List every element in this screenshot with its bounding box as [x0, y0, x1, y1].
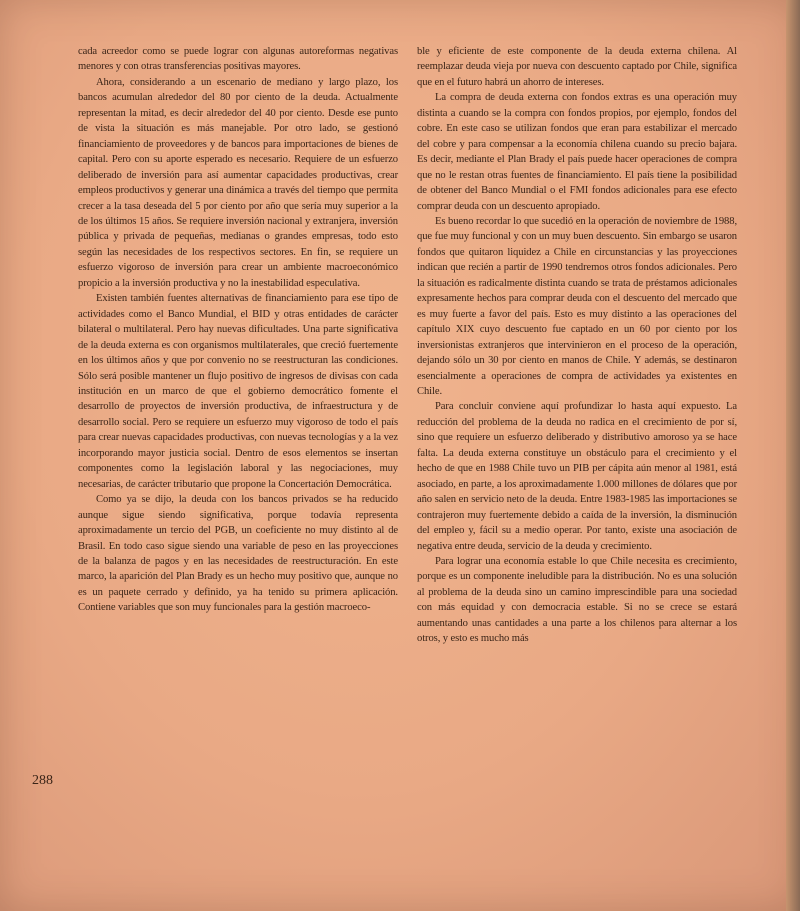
left-text-column: [78, 44, 398, 616]
paragraph: ble y eficiente de este componente de la deuda externa chilena. Al reemplazar deuda vieja por nueva con descuento captado por Chile, significa que en el futuro habrá un ahorro de intereses.: [417, 46, 737, 88]
right-text-column: [417, 44, 737, 647]
paragraph: Ahora, considerando a un escenario de mediano y largo plazo, los bancos acumulan alrededor del 80 por ciento de la deuda. Actualmente representan la mitad, es decir alrededor del 40 por ciento. Desde ese punto de vista la situación es más manejable. Por otro lado, se gestionó financiamiento de proveedores y de bancos para importaciones de bienes de capital. Pero con su aporte esperado es necesario. Requiere de un esfuerzo deliberado de inversión para así aumentar capacidades productivas, crear empleos productivos y generar una dinámica a través del tiempo que permita crecer a la tasa deseada del 5 por ciento por año que sería muy superior a la de los últimos 15 años. Se requiere inversión nacional y extranjera, inversión pública y privada de pequeñas, medianas o grandes empresas, todo esto según las necesidades de los respectivos sectores. En fin, se requiere un esfuerzo vigoroso de inversión para crear un ambiente macroeconómico propicio a la inversión productiva y no la inestabilidad especulativa.: [78, 76, 398, 289]
page-edge-shadow: [786, 0, 800, 911]
paragraph: cada acreedor como se puede lograr con algunas autoreformas negativas menores y con otras transferencias positivas mayores.: [78, 46, 398, 73]
paragraph: Es bueno recordar lo que sucedió en la operación de noviembre de 1988, que fue muy funcional y con un muy buen descuento. Sin embargo se usaron fondos que quitaron liquidez a Chile en circunstancias y las proyecciones indican que recién a partir de 1990 tendremos otros fondos adicionales. Pero la situación es radicalmente distinta cuando se trata de préstamos adicionales expresamente hechos para comprar deuda con el descuento del mercado que es muy fuerte a favor del país. Esto es muy distinto a las operaciones del capítulo XIX cuyo descuento fue captado en un 60 por ciento por los inversionistas extranjeros que intervinieron en el proceso de la operación, dejando sólo un 30 por ciento en manos de Chile. Y además, se destinaron esencialmente a operaciones de compra de actividades ya existentes en Chile.: [417, 215, 737, 397]
paragraph: Existen también fuentes alternativas de financiamiento para ese tipo de actividades como el Banco Mundial, el BID y otras entidades de carácter bilateral o multilateral. Pero hay nuevas dificultades. Una parte significativa de la deuda externa es con organismos multilaterales, que creció fuertemente en los últimos años y que por convenio no se reestructuran las condiciones. Sólo será posible mantener un flujo positivo de ingresos de divisas con cada institución en un marco de que el gobierno democrático fomente el desarrollo de proyectos de inversión productiva, de infraestructura y de desarrollo social. Pero se requiere un esfuerzo muy vigoroso de todo el país para crear nuevas capacidades productivas, con nuevas tecnologías y a la vez incorporando mayor justicia social. Dentro de esos elementos se insertan componentes como la legislación laboral y las negociaciones, muy necesarias, de carácter tributario que propone la Concertación Democrática.: [78, 293, 398, 490]
paragraph: Para concluir conviene aquí profundizar lo hasta aquí expuesto. La reducción del problema de la deuda no radica en el crecimiento de por sí, sino que requiere un esfuerzo deliberado y distributivo amoroso ya se hace falta. La deuda externa constituye un obstáculo para el crecimiento y el hecho de que en 1988 Chile tuvo un PIB per cápita aún menor al 1981, está asociado, en parte, a los aproximadamente 1.000 millones de dólares que por año salen en servicio neto de la deuda. Entre 1983-1985 las importaciones se contrajeron muy fuertemente debido a caída de la inversión, la disminución del empleo y, fácil su a medio operar. Por tanto, existe una asociación de negativa entre deuda, servicio de la deuda y crecimiento.: [417, 401, 737, 552]
paragraph: Para lograr una economía estable lo que Chile necesita es crecimiento, porque es un componente ineludible para la distribución. No es una solución al problema de la deuda sino un camino imprescindible para una sociedad con más equidad y con democracia estable. Si no se crece se estará aumentando unas cantidades a una parte a los chilenos para alternar a los otros, y esto es mucho más: [417, 555, 737, 645]
paragraph: Como ya se dijo, la deuda con los bancos privados se ha reducido aunque sigue siendo significativa, porque todavía representa aproximadamente un tercio del PGB, un coeficiente no muy distinto al de Brasil. En todo caso sigue siendo una variable de peso en las proyecciones de la balanza de pagos y en las necesidades de reestructuración. En este marco, la aparición del Plan Brady es un hecho muy positivo que, aunque no es un paquete cerrado y definido, ya ha tenido su primera aplicación. Contiene variables que son muy funcionales para la gestión macroeco-: [78, 494, 398, 614]
paragraph: La compra de deuda externa con fondos extras es una operación muy distinta a cuando se la compra con fondos propios, por ejemplo, fondos del cobre. En este caso se utilizan fondos que eran para estabilizar el mercado del cobre y para compensar a la economía chilena cuando su precio bajara. Es decir, mediante el Plan Brady el país puede hacer operaciones de compra que no le restan otras fuentes de financiamiento. El país tiene la posibilidad de obtener del Banco Mundial o el FMI fondos adicionales para ese efecto comprar deuda con un descuento apropiado.: [417, 92, 737, 212]
page-number: 288: [32, 773, 53, 788]
